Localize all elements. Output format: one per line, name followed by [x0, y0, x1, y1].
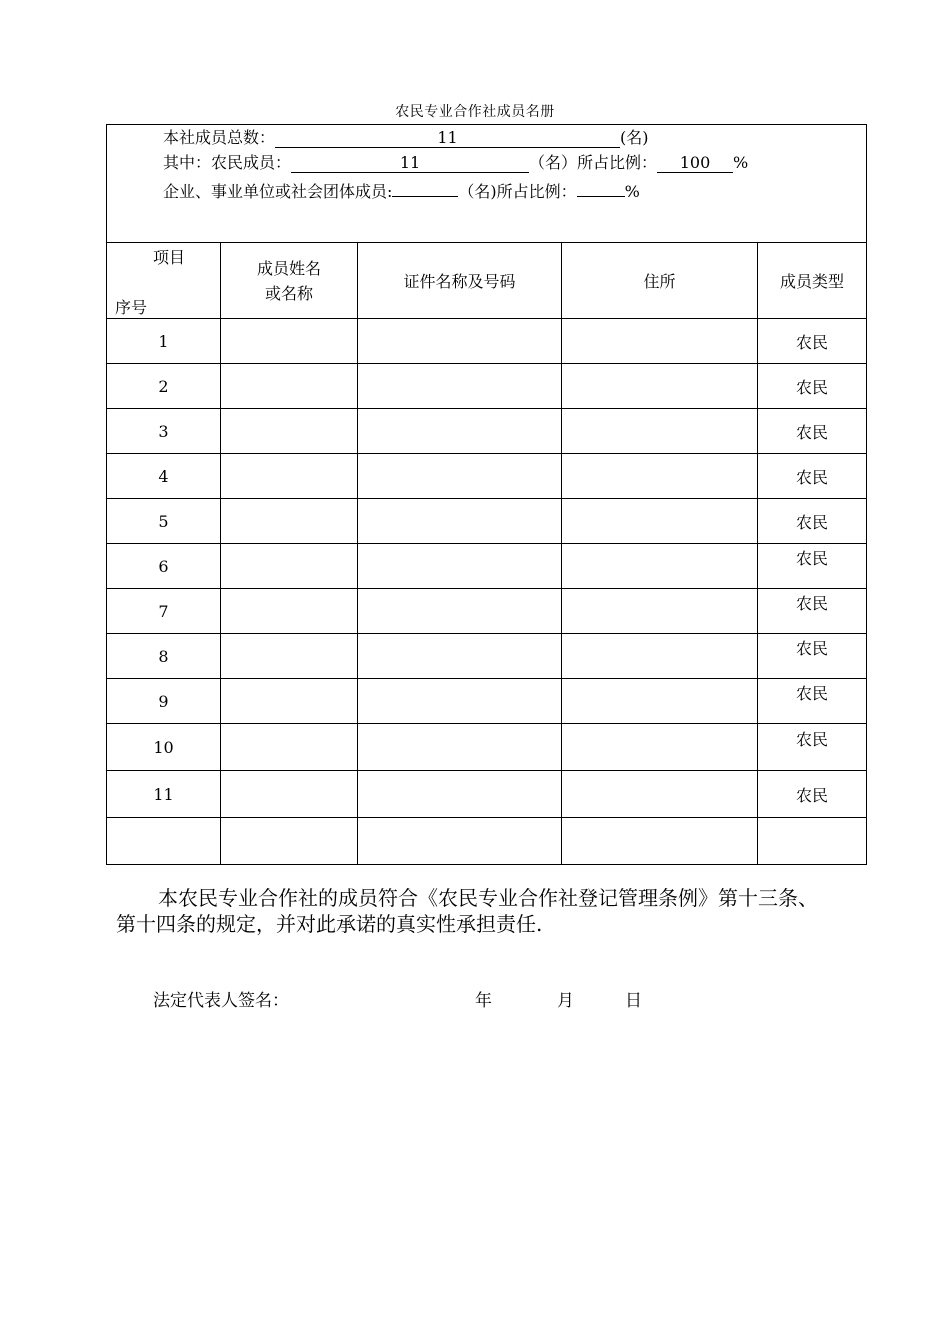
- org-members-value: [392, 178, 458, 197]
- member-address-cell: [562, 589, 758, 634]
- signature-day: 日: [625, 991, 642, 1011]
- member-name-cell: [221, 634, 358, 679]
- member-id-cell: [358, 771, 562, 818]
- org-ratio-value: [577, 178, 625, 197]
- table-row: [107, 499, 867, 544]
- member-address-cell: [562, 818, 758, 865]
- member-address-cell: [562, 364, 758, 409]
- member-type-cell: 农民: [758, 454, 867, 499]
- header-name-line1: 成员姓名: [256, 258, 321, 278]
- row-number: 9: [107, 679, 221, 724]
- signature-month: 月: [557, 991, 574, 1011]
- member-name-cell: [221, 409, 358, 454]
- row-number: 10: [107, 724, 221, 771]
- member-type-cell: 农民: [758, 499, 867, 544]
- table-row: [107, 454, 867, 499]
- member-type-cell: [758, 818, 867, 865]
- member-name-cell: [221, 499, 358, 544]
- member-type-cell: [758, 679, 867, 724]
- table-row: [107, 818, 867, 865]
- member-type-cell: [758, 724, 867, 771]
- signature-year: 年: [475, 991, 492, 1011]
- member-id-cell: [358, 409, 562, 454]
- member-name-cell: [221, 454, 358, 499]
- member-id-cell: [358, 364, 562, 409]
- table-row: [107, 319, 867, 364]
- header-name: [221, 243, 358, 319]
- member-type-cell: [758, 544, 867, 589]
- member-address-cell: [562, 544, 758, 589]
- row-number: 2: [107, 364, 221, 409]
- member-name-cell: [221, 818, 358, 865]
- table-row: [107, 724, 867, 771]
- header-type: 成员类型: [758, 243, 867, 319]
- row-number: 5: [107, 499, 221, 544]
- member-type-cell: 农民: [758, 409, 867, 454]
- header-seq-label: 序号: [115, 298, 148, 317]
- member-id-cell: [358, 724, 562, 771]
- total-members-label: 本社成员总数：: [163, 128, 276, 147]
- org-members-label: 企业、事业单位或社会团体成员:: [163, 182, 393, 201]
- member-id-cell: [358, 454, 562, 499]
- header-name-line2: 或名称: [264, 283, 313, 303]
- member-type-label: 农民: [796, 638, 829, 658]
- table-row: [107, 679, 867, 724]
- member-name-cell: [221, 724, 358, 771]
- farmer-members-unit: （名）所占比例：: [529, 153, 658, 172]
- farmer-ratio-percent: %: [733, 153, 749, 172]
- table-row: [107, 589, 867, 634]
- member-roster-table: [106, 124, 867, 865]
- farmer-ratio-value: 100: [657, 154, 733, 173]
- row-number: 11: [107, 771, 221, 818]
- member-type-cell: [758, 634, 867, 679]
- member-type-label: 农民: [796, 683, 829, 703]
- farmer-members-line: [163, 153, 748, 173]
- org-ratio-percent: %: [624, 182, 640, 201]
- table-row: [107, 634, 867, 679]
- row-number: 4: [107, 454, 221, 499]
- document-title: 农民专业合作社成员名册: [395, 104, 555, 120]
- table-row: [107, 544, 867, 589]
- member-name-cell: [221, 544, 358, 589]
- member-name-cell: [221, 589, 358, 634]
- row-number: 6: [107, 544, 221, 589]
- member-address-cell: [562, 771, 758, 818]
- header-id: 证件名称及号码: [358, 243, 562, 319]
- member-type-cell: 农民: [758, 319, 867, 364]
- table-row: [107, 409, 867, 454]
- member-name-cell: [221, 364, 358, 409]
- row-number: [107, 818, 221, 865]
- table-row: [107, 364, 867, 409]
- member-type-cell: [758, 589, 867, 634]
- member-address-cell: [562, 409, 758, 454]
- signature-label: 法定代表人签名：: [153, 991, 289, 1011]
- row-number: 8: [107, 634, 221, 679]
- member-id-cell: [358, 634, 562, 679]
- header-address: 住所: [562, 243, 758, 319]
- member-type-cell: 农民: [758, 364, 867, 409]
- table-row: [107, 771, 867, 818]
- org-members-unit: （名)所占比例：: [458, 182, 577, 201]
- member-id-cell: [358, 544, 562, 589]
- header-item-seq: [107, 243, 221, 319]
- total-members-unit: (名): [620, 128, 649, 147]
- summary-row: [107, 125, 867, 243]
- member-type-label: 农民: [796, 548, 829, 568]
- member-address-cell: [562, 724, 758, 771]
- member-address-cell: [562, 499, 758, 544]
- member-type-cell: 农民: [758, 771, 867, 818]
- member-address-cell: [562, 679, 758, 724]
- farmer-members-label: 其中：农民成员：: [163, 153, 292, 172]
- member-id-cell: [358, 818, 562, 865]
- header-item-label: 项目: [153, 248, 186, 267]
- member-id-cell: [358, 499, 562, 544]
- member-address-cell: [562, 319, 758, 364]
- compliance-pledge: 本农民专业合作社的成员符合《农民专业合作社登记管理条例》第十三条、第十四条的规定，并对此承诺的真实性承担责任.: [116, 886, 818, 936]
- row-number: 3: [107, 409, 221, 454]
- summary-cell: [107, 125, 867, 243]
- org-members-line: [163, 178, 640, 202]
- member-name-cell: [221, 319, 358, 364]
- member-id-cell: [358, 679, 562, 724]
- member-id-cell: [358, 589, 562, 634]
- total-members-value: 11: [275, 129, 620, 148]
- member-address-cell: [562, 454, 758, 499]
- member-name-cell: [221, 679, 358, 724]
- row-number: 7: [107, 589, 221, 634]
- farmer-members-value: 11: [291, 154, 529, 173]
- member-type-label: 农民: [796, 593, 829, 613]
- row-number: 1: [107, 319, 221, 364]
- member-name-cell: [221, 771, 358, 818]
- table-header-row: [107, 243, 867, 319]
- total-members-line: [163, 128, 649, 148]
- member-address-cell: [562, 634, 758, 679]
- member-id-cell: [358, 319, 562, 364]
- member-type-label: 农民: [796, 729, 829, 749]
